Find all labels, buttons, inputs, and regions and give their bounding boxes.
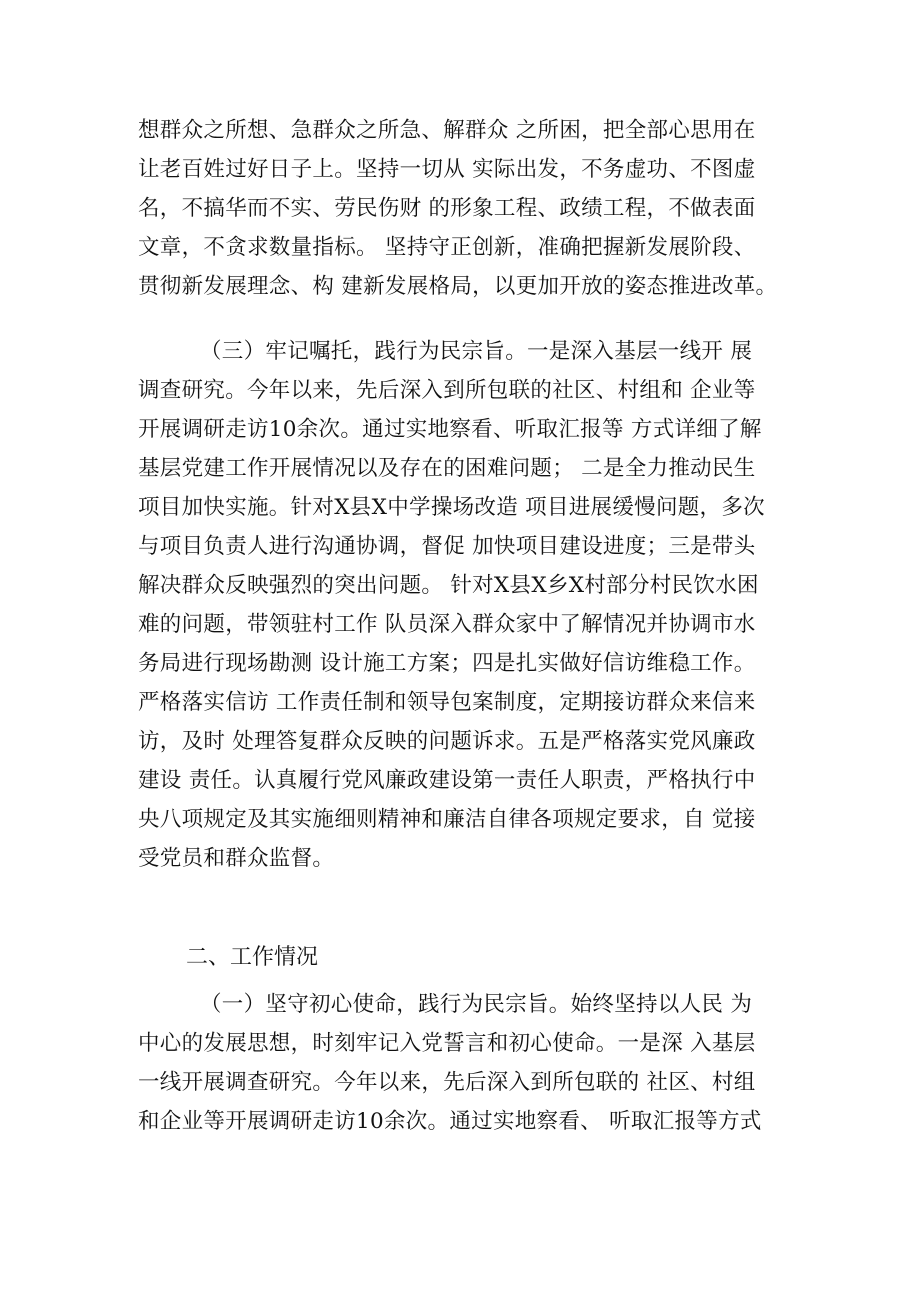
paragraph-line: 调查研究。今年以来，先后深入到所包联的社区、村组和 企业等 bbox=[138, 378, 756, 403]
paragraph-line: 建设 责任。认真履行党风廉政建设第一责任人职责，严格执行中 bbox=[138, 768, 756, 793]
paragraph-line: 央八项规定及其实施细则精神和廉洁自律各项规定要求，自 觉接 bbox=[138, 807, 756, 832]
paragraph-line: 解决群众反映强烈的突出问题。 针对X县X乡X村部分村民饮水困 bbox=[138, 573, 759, 598]
paragraph-b bbox=[138, 332, 798, 878]
paragraph-line: 让老百姓过好日子上。坚持一切从 实际出发，不务虚功、不图虚 bbox=[138, 157, 756, 182]
paragraph-line: 项目加快实施。针对X县X中学操场改造 项目进展缓慢问题，多次 bbox=[138, 495, 765, 520]
paragraph-line: 一线开展调查研究。今年以来，先后深入到所包联的 社区、村组 bbox=[138, 1070, 756, 1095]
paragraph-line: 严格落实信访 工作责任制和领导包案制度，定期接访群众来信来 bbox=[138, 690, 756, 715]
paragraph-line: 中心的发展思想，时刻牢记入党誓言和初心使命。一是深 入基层 bbox=[138, 1031, 756, 1056]
paragraph-line: 难的问题，带领驻村工作 队员深入群众家中了解情况并协调市水 bbox=[138, 612, 756, 637]
paragraph-line: 想群众之所想、急群众之所急、解群众 之所困，把全部心思用在 bbox=[138, 118, 756, 143]
paragraph-line: 与项目负责人进行沟通协调，督促 加快项目建设进度；三是带头 bbox=[138, 534, 756, 559]
paragraph-line: 务局进行现场勘测 设计施工方案；四是扎实做好信访维稳工作。 bbox=[138, 651, 756, 676]
paragraph-line: 贯彻新发展理念、构 建新发展格局，以更加开放的姿态推进改革。 bbox=[138, 274, 778, 299]
paragraph-line: 访，及时 处理答复群众反映的问题诉求。五是严格落实党风廉政 bbox=[138, 729, 756, 754]
paragraph-first-line: （三）牢记嘱托，践行为民宗旨。一是深入基层一线开 展 bbox=[200, 339, 753, 364]
paragraph-c bbox=[138, 985, 798, 1141]
paragraph-line: 开展调研走访10余次。通过实地察看、听取汇报等 方式详细了解 bbox=[138, 417, 762, 442]
paragraph-line: 名，不搞华而不实、劳民伤财 的形象工程、政绩工程，不做表面 bbox=[138, 196, 756, 221]
paragraph-line: 和企业等开展调研走访10余次。通过实地察看、 听取汇报等方式 bbox=[138, 1109, 762, 1134]
paragraph-line: 基层党建工作开展情况以及存在的困难问题； 二是全力推动民生 bbox=[138, 456, 756, 481]
paragraph-first-line: （一）坚守初心使命，践行为民宗旨。始终坚持以人民 为 bbox=[200, 992, 753, 1017]
section-heading: 二、工作情况 bbox=[186, 945, 319, 970]
paragraph-line: 受党员和群众监督。 bbox=[138, 846, 335, 871]
paragraph-line: 文章，不贪求数量指标。 坚持守正创新，准确把握新发展阶段、 bbox=[138, 235, 756, 260]
paragraph-a bbox=[138, 111, 798, 306]
